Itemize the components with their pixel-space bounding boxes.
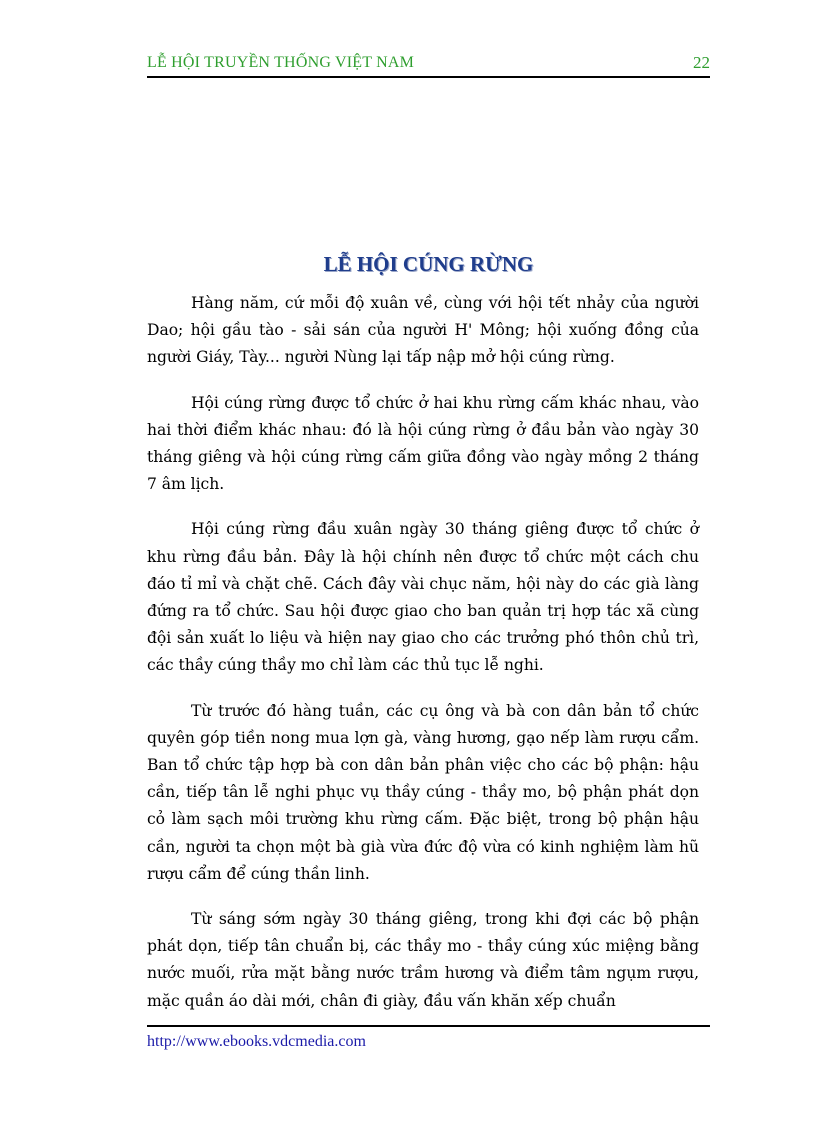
page-header — [147, 52, 710, 78]
footer-url-link[interactable]: http://www.ebooks.vdcmedia.com — [147, 1033, 366, 1050]
body-text — [147, 290, 699, 1033]
chapter-title: LỄ HỘI CÚNG RỪNG — [323, 252, 534, 276]
footer-divider — [147, 1025, 710, 1027]
paragraph-3: Hội cúng rừng đầu xuân ngày 30 tháng giêng được tổ chức ở khu rừng đầu bản. Đây là hội chính nên được tổ chức một cách chu đáo tỉ mỉ và chặt chẽ. Cách đây vài chục năm, hội này do các già làng đứng ra tổ chức. Sau hội được giao cho ban quản trị hợp tác xã cùng đội sản xuất lo liệu và hiện nay giao cho các trưởng phó thôn chủ trì, các thầy cúng thầy mo chỉ làm các thủ tục lễ nghi. — [147, 520, 699, 675]
page-number: 22 — [693, 53, 710, 72]
paragraph-2: Hội cúng rừng được tổ chức ở hai khu rừng cấm khác nhau, vào hai thời điểm khác nhau: đó là hội cúng rừng ở đầu bản vào ngày 30 tháng giêng và hội cúng rừng cấm giữa đồng vào ngày mồng 2 tháng 7 âm lịch. — [147, 393, 699, 494]
book-title: LỄ HỘI TRUYỀN THỐNG VIỆT NAM — [147, 54, 415, 71]
paragraph-1: Hàng năm, cứ mỗi độ xuân về, cùng với hội tết nhảy của người Dao; hội gầu tào - sải sán của người H' Mông; hội xuống đồng của người Giáy, Tày... người Nùng lại tấp nập mở hội cúng rừng. — [147, 294, 699, 367]
paragraph-5: Từ sáng sớm ngày 30 tháng giêng, trong khi đợi các bộ phận phát dọn, tiếp tân chuẩn bị, các thầy mo - thầy cúng xúc miệng bằng nước muối, rửa mặt bằng nước trầm hương và điểm tâm ngụm rượu, mặc quần áo dài mới, chân đi giày, đầu vấn khăn xếp chuẩn — [147, 910, 699, 1010]
paragraph-4: Từ trước đó hàng tuần, các cụ ông và bà con dân bản tổ chức quyên góp tiền nong mua lợn gà, vàng hương, gạo nếp làm rượu cẩm. Ban tổ chức tập hợp bà con dân bản phân việc cho các bộ phận: hậu cần, tiếp tân lễ nghi phục vụ thầy cúng - thầy mo, bộ phận phát dọn cỏ làm sạch môi trường khu rừng cấm. Đặc biệt, trong bộ phận hậu cần, người ta chọn một bà già vừa đức độ vừa có kinh nghiệm làm hũ rượu cẩm để cúng thần linh. — [147, 701, 699, 883]
